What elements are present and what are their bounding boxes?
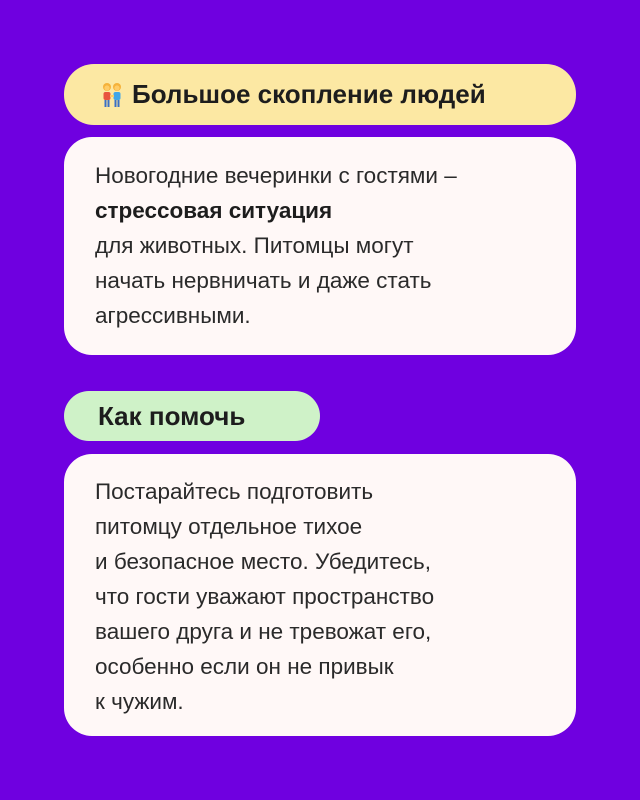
card-text-line: питомцу отдельное тихое <box>95 514 363 539</box>
card-text-line: особенно если он не привык <box>95 654 394 679</box>
card-text-line: к чужим. <box>95 689 184 714</box>
section-title: Большое скопление людей <box>132 79 486 109</box>
how-to-help-title: Как помочь <box>98 400 246 431</box>
card-text-line: начать нервничать и даже стать <box>95 268 432 293</box>
card-text-line: что гости уважают пространство <box>95 584 435 609</box>
section-title-pill <box>64 64 576 125</box>
card-text-line: Постарайтесь подготовить <box>95 479 374 504</box>
card-text-emphasis: стрессовая ситуация <box>95 198 333 223</box>
advice-card <box>64 454 576 736</box>
info-card <box>64 137 576 355</box>
card-text-line: и безопасное место. Убедитесь, <box>95 549 431 574</box>
card-text-line: агрессивными. <box>95 303 251 328</box>
card-text-line: вашего друга и не тревожат его, <box>95 619 432 644</box>
card-text-line: для животных. Питомцы могут <box>95 233 414 258</box>
card-text-line: Новогодние вечеринки с гостями – <box>95 163 457 188</box>
people-holding-hands-icon <box>100 82 124 108</box>
how-to-help-pill <box>64 391 320 441</box>
